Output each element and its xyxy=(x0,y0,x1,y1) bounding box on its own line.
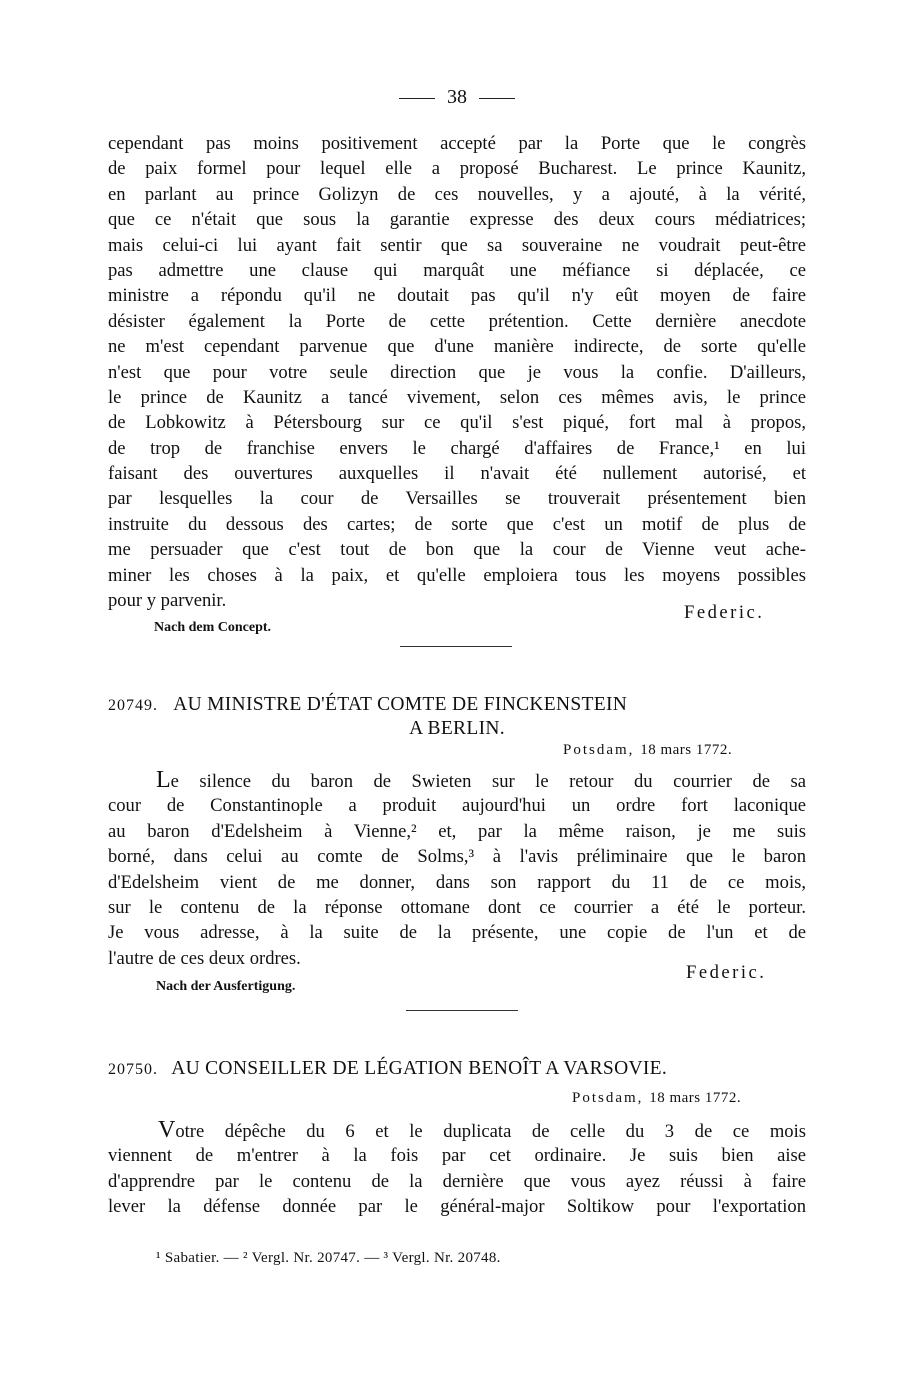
text-line: de trop de franchise envers le chargé d'affaires de France,¹ en lui xyxy=(108,437,806,459)
text-line: l'autre de ces deux ordres. xyxy=(108,947,301,969)
source-note: Nach dem Concept. xyxy=(154,620,272,635)
text-line: d'apprendre par le contenu de la dernière que vous ayez réussi à faire xyxy=(108,1170,806,1192)
text-line: viennent de m'entrer à la fois par cet ordinaire. Je suis bien aise xyxy=(108,1145,806,1167)
text-line: ne m'est cependant parvenue que d'une manière indirecte, de sorte qu'elle xyxy=(108,336,806,358)
page-number-dash-left xyxy=(399,98,435,99)
text-line: cour de Constantinople a produit aujourd'hui un ordre fort laconique xyxy=(108,795,806,817)
text-line: pas admettre une clause qui marquât une méfiance si déplacée, ce xyxy=(108,259,806,281)
signature: Federic. xyxy=(684,602,765,623)
letter-number: 20749. xyxy=(108,697,158,714)
text-line: pour y parvenir. xyxy=(108,590,227,612)
letter-date: 18 mars 1772. xyxy=(649,1090,742,1106)
text-line: Je vous adresse, à la suite de la présente, une copie de l'un et de xyxy=(108,922,806,944)
drop-cap: V xyxy=(158,1117,176,1143)
text-line: de Lobkowitz à Pétersbourg sur ce qu'il s'est piqué, fort mal à propos, xyxy=(108,412,806,434)
page-number-dash-right xyxy=(479,98,515,99)
text-line: au baron d'Edelsheim à Vienne,² et, par la même raison, je me suis xyxy=(108,820,806,842)
letter-heading xyxy=(108,694,806,716)
text-line: par lesquelles la cour de Versailles se trouverait présentement bien xyxy=(108,488,806,510)
section-divider xyxy=(400,646,512,647)
signature: Federic. xyxy=(686,962,767,983)
footnotes: ¹ Sabatier. — ² Vergl. Nr. 20747. — ³ Vergl. Nr. 20748. xyxy=(156,1250,501,1266)
letter-number: 20750. xyxy=(108,1061,158,1078)
text-line: cependant pas moins positivement accepté par la Porte que le congrès xyxy=(108,133,806,154)
text-line: désister également la Porte de cette prétention. Cette dernière anecdote xyxy=(108,310,806,332)
text-line: lever la défense donnée par le général-major Soltikow pour l'exportation xyxy=(108,1196,806,1218)
text-line: mais celui-ci lui ayant fait sentir que sa souveraine ne voudrait peut-être xyxy=(108,234,806,256)
drop-cap: L xyxy=(156,767,171,793)
section-divider xyxy=(406,1010,518,1011)
letter-body xyxy=(108,768,806,971)
letter-place: Potsdam, xyxy=(572,1090,644,1106)
text-line: d'Edelsheim vient de me donner, dans son rapport du 11 de ce mois, xyxy=(108,871,806,893)
text-line: sur le contenu de la réponse ottomane dont ce courrier a été le porteur. xyxy=(108,896,806,918)
letter-place: Potsdam, xyxy=(563,742,635,758)
text-line: miner les choses à la paix, et qu'elle emploiera tous les moyens possibles xyxy=(108,564,806,586)
letter-continuation-body xyxy=(108,131,806,613)
text-line: le prince de Kaunitz a tancé vivement, selon ces mêmes avis, le prince xyxy=(108,386,806,408)
text-line: n'est que pour votre seule direction que je vous la confie. D'ailleurs, xyxy=(108,361,806,383)
text-line: que ce n'était que sous la garantie expresse des deux cours médiatrices; xyxy=(108,209,806,231)
letter-recipient-location: A BERLIN. xyxy=(409,718,505,739)
text-line: en parlant au prince Golizyn de ces nouvelles, y a ajouté, à la vérité, xyxy=(108,183,806,205)
text-line-first: Votre dépêche du 6 et le duplicata de celle du 3 de ce mois xyxy=(158,1117,806,1143)
letter-date: 18 mars 1772. xyxy=(640,742,733,758)
text-line: ministre a répondu qu'il ne doutait pas qu'il n'y eût moyen de faire xyxy=(108,285,806,307)
text-line-first: Le silence du baron de Swieten sur le retour du courrier de sa xyxy=(156,767,806,793)
letter-recipient: AU MINISTRE D'ÉTAT COMTE DE FINCKENSTEIN xyxy=(173,694,628,715)
place-date xyxy=(563,742,732,759)
text-line: faisant des ouvertures auxquelles il n'avait été nullement autorisé, et xyxy=(108,463,806,485)
source-note: Nach der Ausfertigung. xyxy=(156,979,296,994)
page-number-text: 38 xyxy=(447,86,467,108)
text-line: me persuader que c'est tout de bon que la cour de Vienne veut ache- xyxy=(108,539,806,561)
place-date xyxy=(572,1090,741,1107)
letter-recipient: AU CONSEILLER DE LÉGATION BENOÎT A VARSOVIE. xyxy=(171,1058,668,1079)
letter-heading xyxy=(108,1058,806,1080)
page-number xyxy=(108,86,806,109)
letter-body xyxy=(108,1118,806,1220)
text-line: de paix formel pour lequel elle a proposé Bucharest. Le prince Kaunitz, xyxy=(108,158,806,180)
text-line: instruite du dessous des cartes; de sorte que c'est un motif de plus de xyxy=(108,513,806,535)
text-line: borné, dans celui au comte de Solms,³ à l'avis préliminaire que le baron xyxy=(108,846,806,868)
